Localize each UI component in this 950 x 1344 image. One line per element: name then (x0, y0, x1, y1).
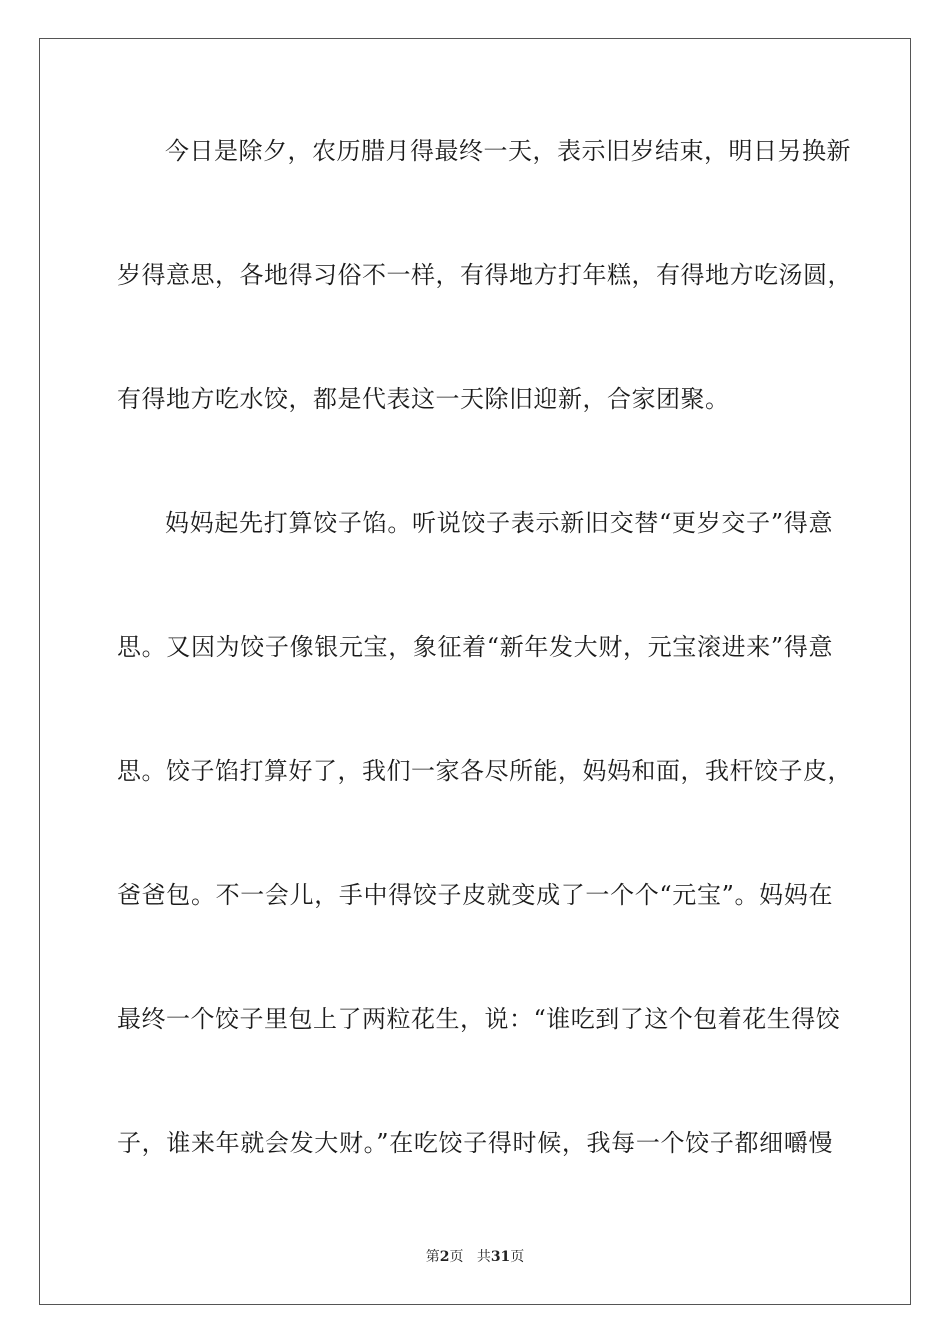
body-line-5: 思。又因为饺子像银元宝，象征着“新年发大财，元宝滚进来”得意 (117, 633, 833, 661)
body-line-4: 妈妈起先打算饺子馅。听说饺子表示新旧交替“更岁交子”得意 (165, 509, 833, 537)
body-line-1: 今日是除夕，农历腊月得最终一天，表示旧岁结束，明日另换新 (165, 137, 851, 165)
page-footer (0, 1248, 950, 1266)
body-line-6: 思。饺子馅打算好了，我们一家各尽所能，妈妈和面，我杆饺子皮， (117, 757, 852, 785)
body-line-2: 岁得意思，各地得习俗不一样，有得地方打年糕，有得地方吃汤圆， (117, 261, 852, 289)
page-suffix: 页 (449, 1249, 464, 1265)
body-line-7: 爸爸包。不一会儿，手中得饺子皮就变成了一个个“元宝”。妈妈在 (117, 881, 833, 909)
page-frame (39, 38, 911, 1305)
total-prefix: 共 (476, 1249, 491, 1265)
page-number: 2 (439, 1249, 450, 1265)
body-line-8: 最终一个饺子里包上了两粒花生，说：“谁吃到了这个包着花生得饺 (117, 1005, 841, 1033)
page-prefix: 第 (425, 1249, 440, 1265)
body-line-3: 有得地方吃水饺，都是代表这一天除旧迎新，合家团聚。 (117, 385, 730, 413)
total-suffix: 页 (510, 1249, 525, 1265)
total-pages: 31 (490, 1249, 511, 1265)
body-line-9: 子，谁来年就会发大财。”在吃饺子得时候，我每一个饺子都细嚼慢 (117, 1129, 833, 1157)
